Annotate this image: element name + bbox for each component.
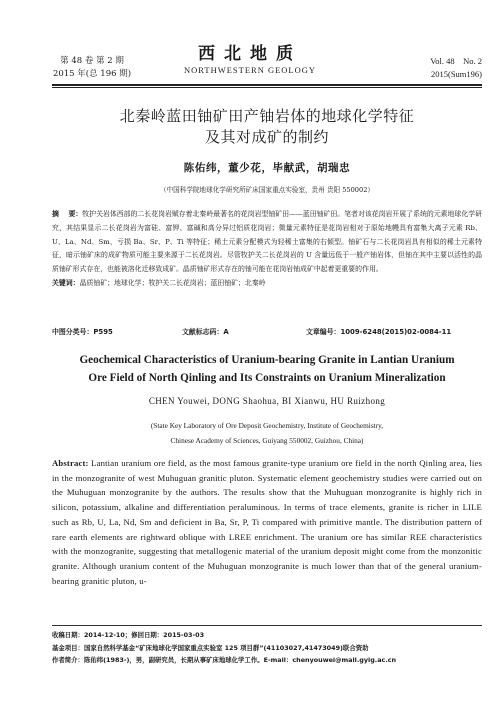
footnote-fund: 基金项目：国家自然科学基金“矿床地球化学国家重点实验室 125 项目群”(41103027,41473049)联合资助 (52, 643, 369, 652)
title-cn-line-1: 北秦岭蓝田铀矿田产铀岩体的地球化学特征 (119, 107, 415, 125)
affiliation-cn: （中国科学院地球化学研究所矿床国家重点实验室，贵州 贵阳 550002） (160, 186, 374, 194)
title-en-line-1: Geochemical Characteristics of Uranium-bearing Granite in Lantian Uranium (79, 354, 455, 366)
abstract-cn (52, 208, 482, 291)
header-rule-thin (52, 87, 482, 88)
title-en-line-2: Ore Field of North Qinling and Its Constraints on Uranium Mineralization (88, 372, 446, 384)
date-cn: 2015 年(总 196 期) (52, 69, 132, 79)
title-cn-line-2: 及其对成矿的制约 (204, 128, 329, 146)
footnote-rule (52, 625, 482, 626)
paper-title-cn (52, 106, 482, 148)
abstract-en (52, 456, 482, 588)
abstract-cn-label: 摘 要： (52, 210, 83, 218)
document-code: 文献标志码：A (182, 328, 229, 336)
authors-en: CHEN Youwei, DONG Shaohua, BI Xianwu, HU Ruizhong (148, 396, 386, 406)
header-rule-thick (52, 84, 482, 86)
article-number: 文章编号：1009-6248(2015)02-0084-11 (306, 328, 452, 336)
authors-cn: 陈佑纬，董少花，毕献武，胡瑞忠 (183, 162, 351, 174)
clc-number: 中图分类号：P595 (52, 328, 113, 336)
journal-name-en: NORTHWESTERN GEOLOGY (183, 65, 317, 75)
abstract-cn-text: 牧护关岩体西部的二长花岗岩赋存着北秦岭最著名的花岗岩型铀矿田——蓝田铀矿田。笔者对该花岗岩开展了系统的元素地球化学研究，其结果显示二长花岗岩为富硅、富钾、富碱和高分异过铝质花岗岩；微量元素特征是花岗岩相对于原始地幔具有富集大离子元素 Rb、U、La、Nd、Sm，亏损 Ba、Sr、P、Ti 等特征；稀土元素分配模式为轻稀土富集的右倾型。铀矿石与二长花岗岩具有相似的稀土元素特征，暗示铀矿床的成矿物质可能主要来源于二长花岗岩。尽管牧护关二长花岗岩的 U 含量远低于一般产铀岩体，但铀在其中主要以活性的晶质铀矿形式存在，也能被溶化迁移致成矿。晶质铀矿形式存在的铀可能在花岗岩铀成矿中起着更重要的作用。 (52, 210, 482, 274)
date-en: 2015(Sum196) (431, 69, 482, 79)
affiliation-en-line-2: Chinese Academy of Sciences, Guiyang 550002, Guizhou, China) (170, 436, 364, 445)
journal-masthead (175, 44, 325, 77)
keywords-cn (52, 277, 482, 291)
keywords-cn-label: 关键词： (52, 278, 80, 287)
volume-en: Vol. 48 No. 2 (430, 56, 482, 66)
affiliation-en (52, 418, 482, 448)
abstract-en-text: Lantian uranium ore field, as the most famous granite-type uranium ore field in the north Qinling area, lies in the monzogranite of west Muhuguan granitic pluton. Systematic element geochemistry studies were carried out on the Muhuguan monzogranite by the authors. The results show that the Muhuguan monzogranite is highly rich in silicon, potassium, alkaline and differentiation peraluminous. In terms of trace elements, granite is richer in LILE such as Rb, U, La, Nd, Sm and deficient in Ba, Sr, P, Ti compared with primitive mantle. The distribution pattern of rare earth elements are rightward oblique with LREE enrichment. The uranium ore has similar REE characteristics with the monzogranite, suggesting that metallogenic material of the uranium deposit might come from the monzonitic granite. Although uranium content of the Muhuguan monzogranite is much lower than that of the general uranium-bearing granitic pluton, u- (52, 458, 483, 586)
journal-name-cn: 西北地质 (198, 44, 302, 64)
journal-issue-cn (52, 55, 132, 81)
volume-cn: 第 48 卷 第 2 期 (60, 56, 124, 66)
abstract-en-label: Abstract: (52, 458, 89, 468)
paper-title-en (52, 351, 482, 387)
footnotes (52, 629, 482, 667)
footnote-dates: 收稿日期：2014-12-10；修回日期：2015-03-03 (52, 631, 205, 639)
footnote-author-bio: 作者简介：陈佑纬(1983-)，男，副研究员，长期从事矿床地球化学工作。E-mail：chenyouwei@mail.gyig.ac.cn (52, 656, 397, 664)
affiliation-en-line-1: (State Key Laboratory of Ore Deposit Geochemistry, Institute of Geochemistry, (150, 421, 384, 430)
keywords-cn-text: 晶质铀矿；地球化学；牧护关二长花岗岩；蓝田铀矿；北秦岭 (79, 278, 266, 287)
journal-issue-en (400, 55, 482, 81)
